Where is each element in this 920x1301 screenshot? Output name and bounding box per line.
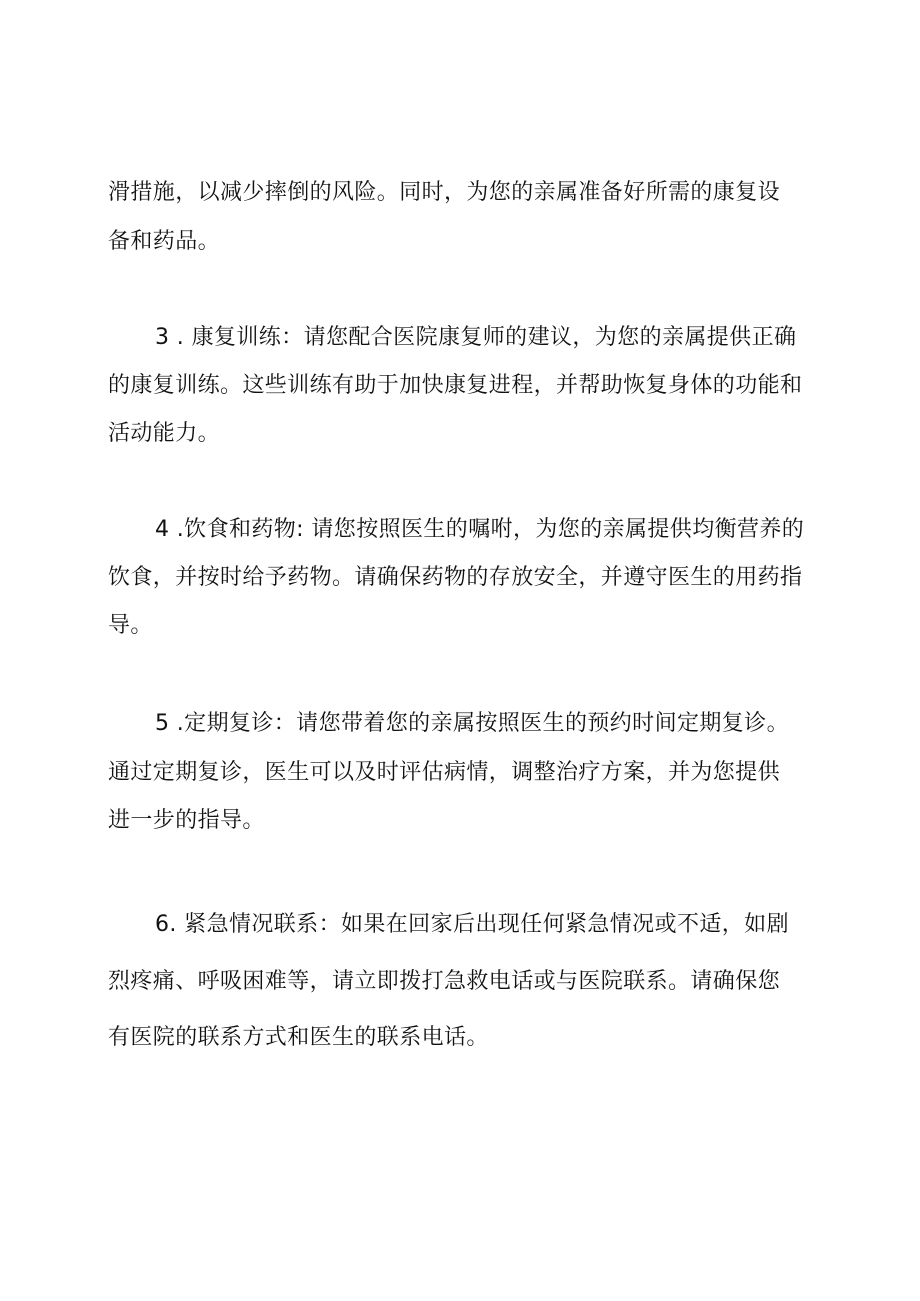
paragraph-line: 5 .定期复诊：请您带着您的亲属按照医生的预约时间定期复诊。 [155, 711, 789, 736]
paragraph-line: 烈疼痛、呼吸困难等，请立即拨打急救电话或与医院联系。请确保您 [108, 969, 781, 994]
paragraph-line: 的康复训练。这些训练有助于加快康复进程，并帮助恢复身体的功能和 [108, 373, 803, 398]
paragraph-line: 进一步的指导。 [108, 808, 265, 833]
paragraph-line: 3 . 康复训练：请您配合医院康复师的建议，为您的亲属提供正确 [155, 325, 797, 350]
paragraph-line: 活动能力。 [108, 421, 221, 446]
paragraph-line: 备和药品。 [108, 229, 221, 254]
paragraph-line: 导。 [108, 613, 153, 638]
paragraph-line: 有医院的联系方式和医生的联系电话。 [108, 1025, 489, 1050]
paragraph-line: 6. 紧急情况联系：如果在回家后出现任何紧急情况或不适，如剧 [155, 912, 789, 937]
paragraph-line: 4 .饮食和药物: 请您按照医生的嘱咐，为您的亲属提供均衡营养的 [155, 517, 805, 542]
paragraph-line: 饮食，并按时给予药物。请确保药物的存放安全，并遵守医生的用药指 [108, 565, 803, 590]
paragraph-line: 滑措施，以减少摔倒的风险。同时，为您的亲属准备好所需的康复设 [108, 180, 781, 205]
paragraph-line: 通过定期复诊，医生可以及时评估病情，调整治疗方案，并为您提供 [108, 760, 781, 785]
